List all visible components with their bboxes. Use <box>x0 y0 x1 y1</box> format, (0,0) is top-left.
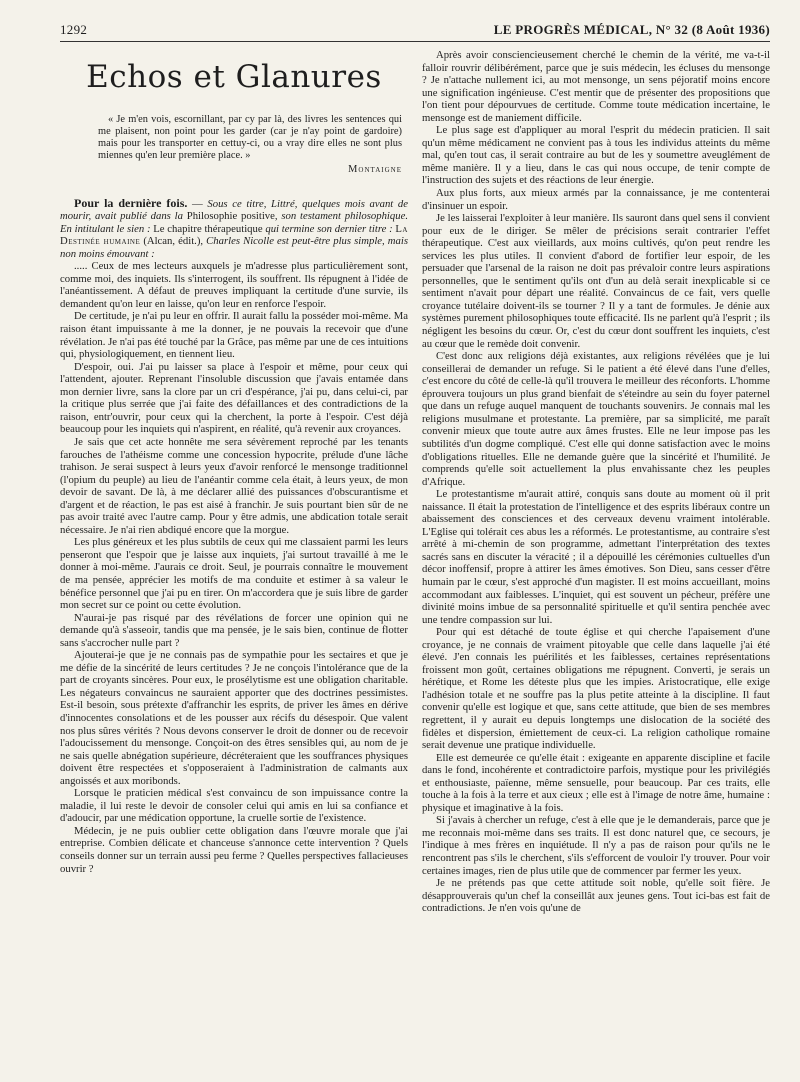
intro-italic-1: Sous ce titre, Littré, quelques mois avant de mourir, avait publié dans la <box>60 197 408 223</box>
paragraph: N'aurai-je pas risqué par des révélations de forcer une opinion qui ne demande qu'à s'asseoir, tandis que ma pensée, je le sais bien, continue de flotter sans s'accrocher nulle part ? <box>60 611 408 649</box>
paragraph: Médecin, je ne puis oublier cette obligation dans l'œuvre morale que j'ai entreprise. Combien délicate et chanceuse s'annonce cette intervention ? Quels conseils donner sur un terrain aussi peu ferme ? Quelles perspectives fallacieuses ouvrir ? <box>60 824 408 875</box>
article-title: Echos et Glanures <box>86 59 382 95</box>
paragraph: De certitude, je n'ai pu leur en offrir. Il aurait fallu la posséder moi-même. Ma raison étant impuissante à me la donner, je ne pouvais la recevoir que d'une révélation. Je n'ai pas été touché par la Grâce, pas même par une de ces intuitions qui, physiologiquement, en tiennent lieu. <box>60 310 408 361</box>
paragraph: Je sais que cet acte honnête me sera sévèrement reproché par les tenants farouches de l'athéisme comme une concession hypocrite, prélude d'une lâche trahison. Je serai suspect à leurs yeux d'avoir renforcé le mensonge traditionnel (l'opium du peuple) au lieu de l'anéantir comme cela était, à leurs yeux, de mon devoir de savant. De là, à me déclarer allié des puissances d'obscurantisme et d'argent et de réaction, le pas est aisé à franchir. Je suis pourtant bien sûr de ne pas avoir traité avec l'autre camp. Pour y être admis, une abdication totale serait nécessaire. Je n'ai rien abdiqué encore que la morgue. <box>60 435 408 536</box>
page-number: 1292 <box>60 22 88 37</box>
paragraph: Si j'avais à chercher un refuge, c'est à elle que je le demanderais, parce que je me reconnais moi-même dans ses traits. Il est donc naturel que, ce secours, je l'indique à mes frères en inquiétude. Il n'y a pas de raison pour qu'ils ne le rencontrent pas s'ils le cherchent, s'ils s'efforcent de vouloir l'y trouver. Pour voir certaines images, rien de plus utile que de commencer par fermer les yeux. <box>422 814 770 877</box>
paragraph: Lorsque le praticien médical s'est convaincu de son impuissance contre la maladie, il lui reste le devoir de consoler celui qui amis en lui sa confiance et d'adoucir, par une médication opportune, la cruelle sortie de l'existence. <box>60 787 408 825</box>
epigraph <box>98 114 402 177</box>
intro-roman-3: (Alcan, édit.), <box>140 235 207 248</box>
intro-italic-3: qui termine son dernier titre : <box>265 222 396 235</box>
intro-italic-4: Charles Nicolle est peut-être plus simple, mais non moins émouvant : <box>60 235 408 260</box>
left-column <box>60 49 408 1079</box>
right-column <box>422 49 770 1079</box>
running-header <box>60 22 770 42</box>
paragraph: Ajouterai-je que je ne connais pas de sympathie pour les sectaires et que je me défie de la sincérité de leurs certitudes ? Je ne conçois l'intolérance que de la part de croyants sincères. Pour eux, le prosélytisme est une obligation charitable. Les négateurs convaincus ne sauraient apporter que des doctrines pessimistes. Est-il besoin, sous prétexte d'affranchir les esprits, de priver les âmes en dérive d'innocentes consolations et de les pousser aux récifs du désespoir. Que valent nos plus sûres vérités ? Nous devons conserver le droit de donner ou de recevoir l'adoucissement du mensonge. Conçoit-on des êtres sensibles qui, au nom de je ne sais quelle abnégation supérieure, décréteraient que les souffrances physiques doivent être respectées et s'opposeraient à l'administration de calmants aux angoissés et aux moribonds. <box>60 649 408 787</box>
epigraph-author: Montaigne <box>348 164 402 176</box>
paragraph: ..... Ceux de mes lecteurs auxquels je m'adresse plus particulièrement sont, comme moi, des inquiets. Ils s'interrogent, ils souffrent. Ils répugnent à l'idée de l'anéantissement. A défaut de preuves impliquant la certitude d'une survie, ils demandent qu'on leur en laisse, qu'on leur en renforce l'espoir. <box>60 260 408 310</box>
paragraph: Le protestantisme m'aurait attiré, conquis sans doute au moment où il prit naissance. Il était la protestation de l'intelligence et des esprits libéraux contre un abaissement des consciences et des cerveaux devenu vraiment intolérable. L'Eglise qui tolérait ces abus les a réformés. Le protestantisme, au contraire s'est arrêté à mi-chemin de son programme, admettant l'interprétation des textes sacrés sans en discuter la véracité ; il a dépouillé les cérémonies cultuelles d'un décor inoffensif, propre à attirer les âmes émotives. Son Dieu, sans cesser d'être humain par le cœur, s'est approché d'un magister. Il est moins accueillant, moins accommodant aux faiblesses. L'inquiet, qui est souvent un pécheur, préfère une divinité moins imbue de sa personnalité spirituelle et qu'il sentira penchée avec une tendre compassion sur lui. <box>422 488 770 626</box>
book-title: La Destinée humaine <box>60 222 408 248</box>
intro-italic-2: , son testament philosophique. En intitulant le sien : <box>60 210 408 235</box>
paragraph: D'espoir, oui. J'ai pu laisser sa place à l'espoir et même, pour ceux qui l'attendent, ajouter. Reprenant l'insoluble discussion que j'avais entamée dans mon dernier livre, sans la clore par un cri d'espérance, j'ai pu, dans celui-ci, par la critique plus serrée que j'ai faite des défaillances et des contradictions de la raison, entr'ouvrir, pour ceux qui la cherchent, la porte à l'espoir. C'est déjà beaucoup pour les inquiets qui n'aspirent, en réalité, qu'à revenir aux croyances. <box>60 360 408 436</box>
section-dash: — <box>187 197 208 210</box>
journal-title: LE PROGRÈS MÉDICAL, N° 32 (8 Août 1936) <box>493 22 770 37</box>
text-columns <box>60 49 770 1079</box>
paragraph: Aux plus forts, aux mieux armés par la connaissance, je me contenterai d'insinuer un espoir. <box>422 187 770 212</box>
intro-roman-1: Philosophie positive <box>186 210 275 223</box>
section-title: Pour la dernière fois. <box>74 195 188 210</box>
paragraph: Le plus sage est d'appliquer au moral l'esprit du médecin praticien. Il sait qu'un même médicament ne convient pas à tous les individus atteints du même mal, qu'en tout cas, il serait contraire au but de les y soumettre aveuglément de même manière. Il y a lieu, dans le cas qui nous occupe, de tenir compte de l'instruction des sujets et des réactions de leur énergie. <box>422 124 770 187</box>
paragraph: Après avoir consciencieusement cherché le chemin de la vérité, me va-t-il falloir rouvrir délibérément, parce que je suis médecin, les écluses du mensonge ? Je n'attache nullement ici, au mot mensonge, un sens péjoratif moins encore une signification ingénieuse. C'est mentir que de présenter des propositions que l'on tient pour dépourvues de certitude. Comme toute médication incertaine, le mensonge est de maniement difficile. <box>422 49 770 124</box>
paragraph: Je ne prétends pas que cette attitude soit noble, qu'elle soit fière. Je désapprouverais qu'un chef la conseillât aux jeunes gens. Tout ici-bas est fait de contradictions. Je n'en vois qu'une de <box>422 877 770 915</box>
paragraph: C'est donc aux religions déjà existantes, aux religions révélées que je lui conseillerai de demander un refuge. Si le patient a été élevé dans l'une d'elles, c'est encore du côté de celle-là qu'il trouvera le meilleur des réconforts. L'homme éprouvera toujours un plus grand bienfait de s'éteindre au sein du foyer paternel que dans un refuge auquel manquent de touchants souvenirs. Je connais mal les religions musulmane et protestante. La première, par sa simplicité, me paraît convenir mieux que toute autre aux âmes frustes. Elle ne leur impose pas les subtilités d'un dogme compliqué. C'est elle qui donne satisfaction avec le moins d'obligations rituelles. Elle ne demande guère que la sincérité et l'humilité. Je comprends qu'elle soit actuellement la plus envahissante chez les peuples d'Afrique. <box>422 350 770 488</box>
intro-roman-2: Le chapitre thérapeutique <box>153 222 266 235</box>
paragraph: Les plus généreux et les plus subtils de ceux qui me classaient parmi les leurs penseront que l'espoir que je laisse aux inquiets, j'ai surtout travaillé à me le donner à moi-même. J'aurais ce droit. Seul, je pourrais connaître le mouvement de ma pensée, apprécier les motifs de ma conduite et estimer à sa valeur le bénéfice personnel que j'ai pu en tirer. On m'accordera que je suis libre de garder mon secret sur ce point ou cette évolution. <box>60 536 408 612</box>
intro-paragraph <box>60 197 408 261</box>
paragraph: Je les laisserai l'exploiter à leur manière. Ils sauront dans quel sens il convient pour eux de le diriger. Se mêler de précisions serait contrarier l'effet thérapeutique. C'est aux vieillards, aux moins cultivés, qu'on peut rendre les services les plus utiles. Il convient d'abord de fortifier leur espoir, de les persuader que l'arsenal de la raison ne doit pas prévaloir contre leurs aspirations personnelles, que le sentiment qu'ils ont d'un au delà serait inexplicable si ce sentiment n'avait pour départ une réalité. Convaincus de ce fait, vers quelle croyance tutélaire doivent-ils se tourner ? Il y a tant de formules. Je dénie aux systèmes purement philosophiques toute efficacité. Ils ne parlent qu'à l'esprit ; ils négligent les besoins du cœur. Or, c'est du cœur dont souffrent les inquiets, c'est au cœur que le remède doit convenir. <box>422 212 770 350</box>
paragraph: Elle est demeurée ce qu'elle était : exigeante en apparente discipline et facile dans le fond, incohérente et contradictoire parfois, mystique pour les privilégiés et enthousiaste, païenne, même sensuelle, pour beaucoup. Par ces traits, elle touche à la fois à la terre et aux cieux ; elle est à l'image de notre âme, humaine : physique et imaginative à la fois. <box>422 751 770 814</box>
paragraph: Pour qui est détaché de toute église et qui cherche l'apaisement d'une croyance, je ne connais de vraiment pitoyable que celle dans laquelle j'ai été élevé. J'en connais les puérilités et les faiblesses, certaines représentations froissent mon goût, certaines obligations me répugnent. Converti, je serais un hérétique, et Rome les déteste plus que les impies. Aristocratique, elle exige l'adhésion totale et ne souffre pas la plus petite atteinte à la discipline. Il faut convenir qu'elle est logique et que, sans cette attitude, que bien de ses membres regrettent, il y aurait eu depuis longtemps une dislocation de la société des fidèles et dispersion, émiettement de ceux-ci. La religion catholique romaine serait devenue une pratique individuelle. <box>422 626 770 752</box>
epigraph-text: « Je m'en vois, escornillant, par cy par là, des livres les sentences qui me plaisent, non point pour les garder (car je n'ay point de gardoire) mais pour les transporter en cettuy-ci, ou a vray dire elles ne sont plus miennes qu'en leur première place. » <box>98 113 402 162</box>
